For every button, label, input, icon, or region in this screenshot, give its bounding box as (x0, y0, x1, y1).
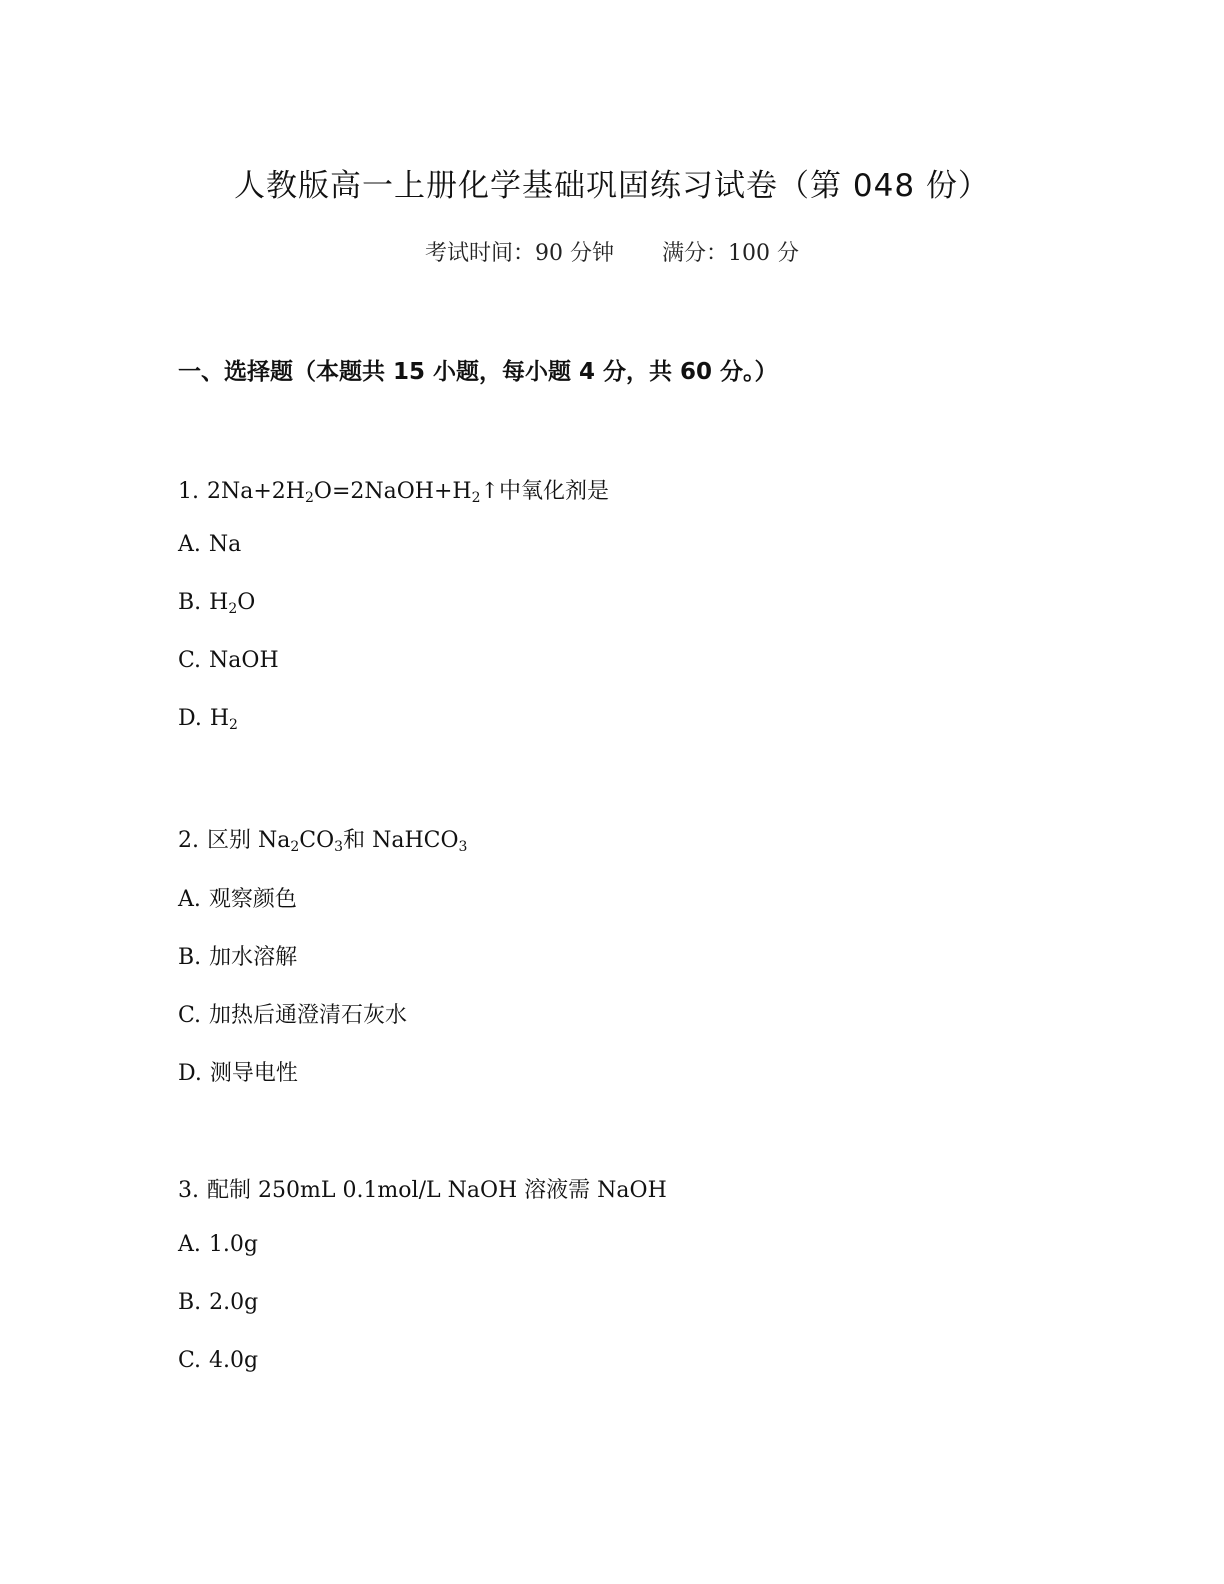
question-number: 2. (178, 828, 199, 853)
question-3-stem: 3. 配制 250mL 0.1mol/L NaOH 溶液需 NaOH (178, 1178, 667, 1203)
question-2-option-a: A. 观察颜色 (178, 887, 297, 912)
question-1-option-b: B. $H_2O$ (178, 590, 256, 617)
question-number: 3. (178, 1178, 199, 1203)
exam-meta (0, 236, 1224, 267)
exam-time: 考试时间：90 分钟 (425, 241, 614, 266)
question-3-option-b: B. 2.0g (178, 1290, 259, 1315)
page-title: 人教版高一上册化学基础巩固练习试卷（第 048 份） (234, 168, 990, 204)
question-2-option-d: D. 测导电性 (178, 1061, 298, 1086)
question-1-stem: 1. $2Na+2H_2O=2NaOH+H_2↑$中氧化剂是 (178, 479, 609, 506)
question-2-option-c: C. 加热后通澄清石灰水 (178, 1003, 408, 1028)
section-heading: 一、选择题（本题共 15 小题，每小题 4 分，共 60 分。） (178, 359, 778, 385)
question-1-option-d: D. $H_2$ (178, 706, 238, 733)
question-2-option-b: B. 加水溶解 (178, 945, 298, 970)
question-number: 1. (178, 479, 199, 504)
question-2-stem: 2. 区别 $Na_2CO_3$和 NaHCO$_3$ (178, 828, 468, 855)
question-3-option-a: A. 1.0g (178, 1232, 258, 1257)
question-3-option-c: C. 4.0g (178, 1348, 259, 1373)
exam-score: 满分：100 分 (662, 241, 799, 266)
question-1-option-a: A. Na (178, 532, 242, 557)
question-1-option-c: C. NaOH (178, 648, 279, 673)
